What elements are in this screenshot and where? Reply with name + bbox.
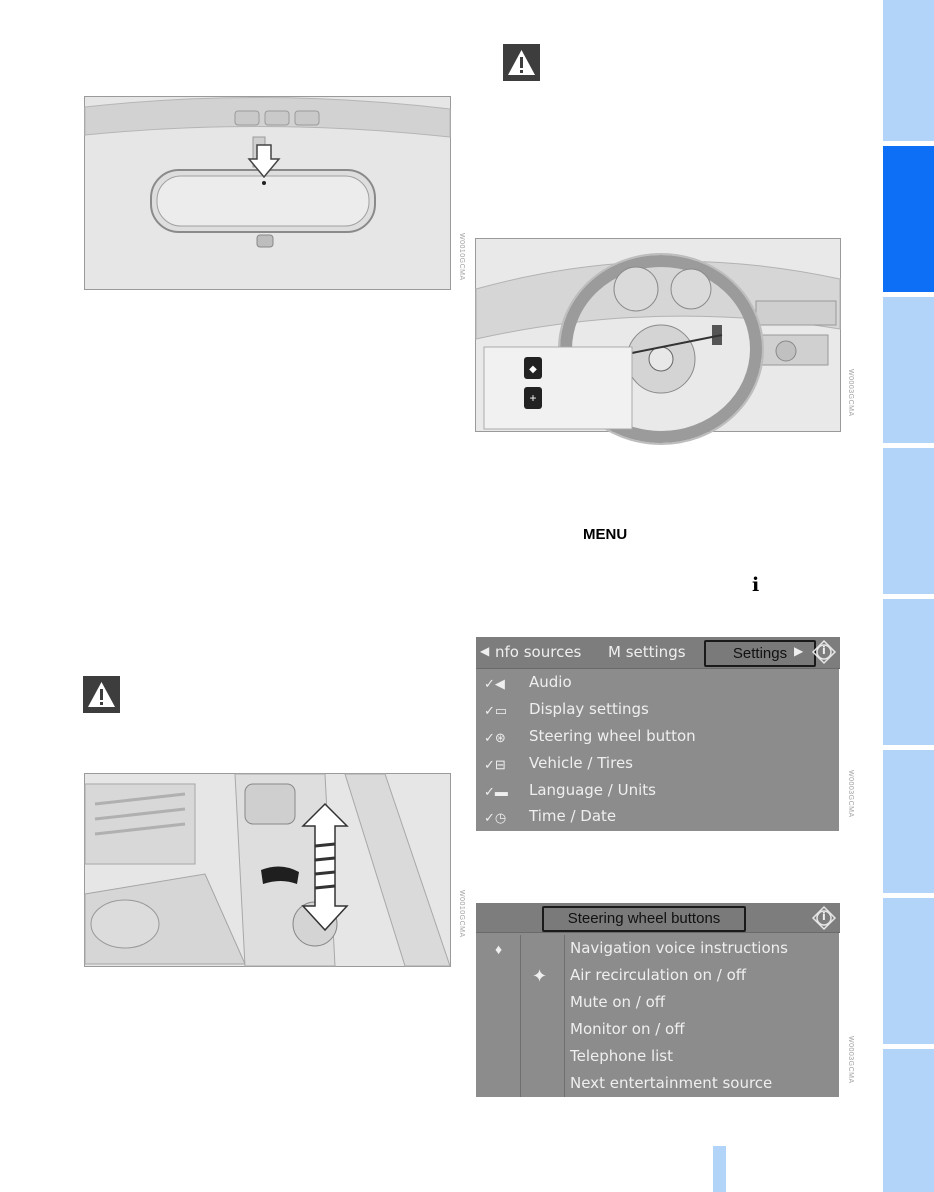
diamond-button-icon: ♦: [495, 941, 503, 957]
check-vehicle-icon: ✓⊟: [484, 757, 506, 772]
column-divider: [520, 935, 521, 1097]
chapter-tab-1[interactable]: [883, 0, 934, 141]
chapter-tab-3[interactable]: [883, 297, 934, 443]
tab-scroll-left-icon[interactable]: ◀: [480, 644, 490, 658]
svg-text:+: +: [529, 391, 537, 405]
figure-code: W0003GCMA: [847, 770, 854, 818]
rearview-mirror-illustration: [84, 96, 465, 290]
info-icon[interactable]: i: [812, 906, 836, 930]
assignment-air-recirculation[interactable]: Air recirculation on / off: [570, 966, 747, 984]
settings-item-language[interactable]: ✓▬ Language / Units: [484, 781, 656, 799]
tab-settings[interactable]: Settings: [704, 640, 816, 667]
settings-item-vehicle[interactable]: ✓⊟ Vehicle / Tires: [484, 754, 633, 772]
check-clock-icon: ✓◷: [484, 810, 507, 825]
settings-menu-screen: [476, 637, 839, 831]
svg-text:◆: ◆: [529, 364, 537, 375]
assignment-monitor[interactable]: Monitor on / off: [570, 1020, 685, 1038]
chapter-tab-2[interactable]: [883, 146, 934, 292]
check-display-icon: ✓▭: [484, 703, 508, 718]
steering-wheel-buttons-screen: [476, 903, 839, 1097]
chapter-tab-4[interactable]: [883, 448, 934, 594]
menu-button-icon: MENU: [583, 526, 628, 543]
warning-icon: [83, 676, 120, 713]
settings-item-steering-wheel[interactable]: ✓⊛ Steering wheel button: [484, 727, 696, 745]
steering-column-adjustment-illustration: [84, 773, 465, 967]
check-steering-wheel-icon: ✓⊛: [484, 730, 506, 745]
check-language-icon: ✓▬: [484, 784, 508, 799]
steering-wheel-illustration: [475, 238, 854, 432]
tab-info-sources[interactable]: nfo sources: [495, 643, 582, 661]
chapter-tab-8[interactable]: [883, 1049, 934, 1192]
steering-buttons-title-bar: [476, 903, 840, 933]
figure-code: W0003GCMA: [847, 1036, 854, 1084]
info-icon[interactable]: i: [812, 640, 836, 664]
settings-tabs-bar: [476, 637, 840, 669]
figure-code: W0010GCMA: [458, 890, 465, 938]
chapter-tab-5[interactable]: [883, 599, 934, 745]
settings-item-audio[interactable]: ✓◀ Audio: [484, 673, 572, 691]
chapter-tab-6[interactable]: [883, 750, 934, 893]
plus-button-icon: ✦: [532, 966, 548, 986]
assignment-telephone-list[interactable]: Telephone list: [570, 1047, 673, 1065]
check-audio-icon: ✓◀: [484, 676, 505, 691]
assignment-navigation-voice[interactable]: Navigation voice instructions: [570, 939, 788, 957]
warning-icon: [503, 44, 540, 81]
chapter-tab-7[interactable]: [883, 898, 934, 1044]
figure-code: W0010GCMA: [458, 233, 465, 281]
settings-item-display[interactable]: ✓▭ Display settings: [484, 700, 649, 718]
column-divider: [564, 935, 565, 1097]
tab-scroll-right-icon[interactable]: ▶: [794, 644, 804, 658]
page-number-marker: [713, 1146, 726, 1192]
figure-code: W0003GCMA: [847, 369, 854, 417]
screen-title: Steering wheel buttons: [542, 906, 746, 932]
info-button-icon: i: [752, 574, 760, 596]
assignment-mute[interactable]: Mute on / off: [570, 993, 666, 1011]
settings-item-time[interactable]: ✓◷ Time / Date: [484, 807, 617, 825]
assignment-next-entertainment[interactable]: Next entertainment source: [570, 1074, 773, 1092]
tab-m-settings[interactable]: M settings: [608, 643, 686, 661]
